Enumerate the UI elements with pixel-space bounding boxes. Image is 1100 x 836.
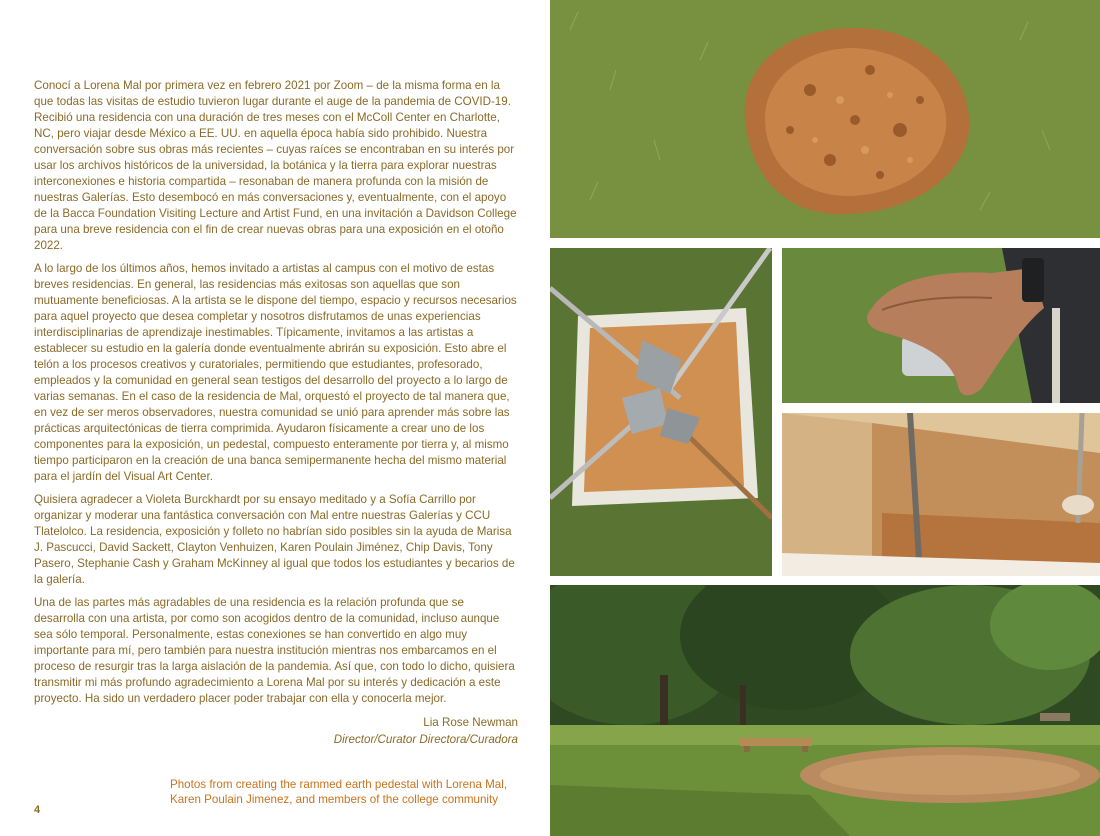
paragraph-intro: Conocí a Lorena Mal por primera vez en febrero 2021 por Zoom – de la misma forma en la que todas las visitas de estudio tuvieron lugar durante el auge de la pandemia de COVID-19. Recibió una residencia con una duración de tres meses con el McColl Center en Charlotte, NC, pero viajar desde México a EE. UU. en aquella época había sido prohibido. Nuestra conversación sobre sus obras más recientes – cuyas raíces se encontraban en su interés por usar los archivos históricos de la universidad, la botánica y la tierra para explorar nuestras interconexiones e historia compartida – resonaban de manera profunda con la misión de nuestras Galerías. Esto desembocó en más conversaciones y, eventualmente, con el apoyo de la Bacca Foundation Visiting Lecture and Artist Fund, en una invitación a Davidson College para una breve residencia con el fin de crear nuevas obras para una exposición en el otoño 2022. [34,79,517,252]
photo-caption: Photos from creating the rammed earth pedestal with Lorena Mal, Karen Poulain Jimenez, and members of the college community [170,778,508,806]
paragraph-acknowledgements: Quisiera agradecer a Violeta Burckhardt por su ensayo meditado y a Sofía Carrillo por organizar y moderar una fantástica conversación con Mal entre nuestras Galerías y CCU Tlatelolco. La residencia, exposición y folleto no habrían sido posibles sin la ayuda de Marisa J. Pascucci, David Sackett, Clayton Venhuizen, Karen Poulain Jiménez, Chip Davis, Tony Pasero, Stephanie Cash y Graham McKinney al igual que todos los estudiantes y becarios de la galería. [34,493,515,586]
signature-role: Director/Curator Directora/Curadora [333,733,518,746]
signature-name: Lia Rose Newman [423,716,518,729]
photo-shovels-in-box [550,248,772,576]
photo-park-lawn [550,585,1100,836]
photo-earth-pile [550,0,1100,238]
essay-text-column [34,78,518,748]
photo-wooden-form [782,413,1100,576]
paragraph-closing: Una de las partes más agradables de una residencia es la relación profunda que se desarrolla con una artista, por como son acogidos dentro de la comunidad, incluso aunque sea sólo temporal. Personalmente, estas conexiones se han convertido en algo muy importante para mí, pero también para nuestra institución mientras nos embarcamos en el proceso de resurgir tras la larga aislación de la pandemia. Así que, con todo lo dicho, quisiera transmitir mi más profundo agradecimiento a Lorena Mal por su interés y dedicación a este proyecto. Ha sido un verdadero placer poder trabajar con ella y conocerla mejor. [34,596,515,705]
paragraph-residencies: A lo largo de los últimos años, hemos invitado a artistas al campus con el motivo de estas breves residencias. En general, las residencias más exitosas son aquellas que son mutuamente beneficiosas. A la artista se le dispone del tiempo, espacio y recursos necesarios para aquel proyecto que desea completar y nosotros disfrutamos de unas experiencias interdisciplinarias de aprendizaje inestimables. Típicamente, invitamos a las artistas a establecer su estudio en la galería donde eventualmente abrirán su exposición. Esto abre el telón a los procesos creativos y curatoriales, permitiendo que estudiantes, profesorado, empleados y la comunidad en general sean testigos del desarrollo del proyecto a lo largo de varias semanas. En el caso de la residencia de Mal, orquestó el proyecto de tal manera que, en vez de ser meros observadores, nuestra comunidad se unió para aprender más sobre las prácticas arquitectónicas de tierra comprimida. Ayudaron físicamente a crear uno de los componentes para la exposición, un pedestal, compuesto enteramente por tierra y, al mismo tiempo participaron en la creación de una banca semipermanente hecha del mismo material para el jardín del Visual Art Center. [34,262,517,483]
signature-block [34,714,518,748]
photo-dirty-hand [782,248,1100,403]
page-number: 4 [34,804,41,816]
